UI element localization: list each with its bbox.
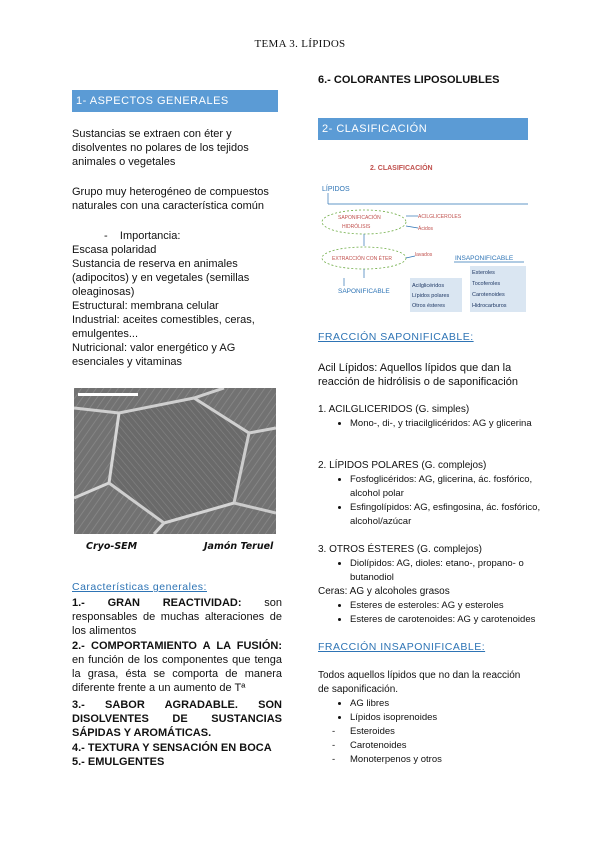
- cryo-sem-image: [74, 388, 276, 534]
- diagram-insap-item: Hidrocarburos: [472, 303, 507, 309]
- heading-colorantes: 6.- COLORANTES LIPOSOLUBLES: [318, 74, 500, 86]
- diagram-insap-item: Esteroles: [472, 270, 495, 276]
- diagram-extraccion: EXTRACCIÓN CON ÉTER: [332, 256, 393, 262]
- importancia-label: - Importancia:: [104, 230, 181, 242]
- diagram-sap-item: Acilglicéridos: [412, 283, 445, 289]
- group-4-list: [318, 599, 562, 627]
- group-3-item: • Diolípidos: AG, dioles: etano-, propano- o butanodiol: [350, 557, 562, 585]
- importancia-item: Nutricional: valor energético y AG esenciales y vitaminas: [72, 342, 236, 368]
- paragraph-grupo: Grupo muy heterogéneo de compuestos naturales con una característica común: [72, 186, 269, 212]
- diagram-sap-item: Lípidos polares: [412, 293, 450, 299]
- diagram-root: LÍPIDOS: [322, 186, 350, 193]
- insaponificable-item: • Lípidos isoprenoides: [350, 711, 562, 725]
- group-4-item: • Esteres de esteroles: AG y esteroles: [350, 599, 562, 613]
- diagram-title: 2. CLASIFICACIÓN: [370, 165, 433, 172]
- caracteristicas-title: Características generales:: [72, 581, 207, 593]
- section-aspectos-generales: 1- ASPECTOS GENERALES: [72, 90, 278, 112]
- group-1-list: [318, 417, 562, 431]
- group-1-item: • Mono-, di-, y triacilglicéridos: AG y glicerina: [350, 417, 562, 431]
- connector: [406, 226, 418, 228]
- paragraph-sustancias: Sustancias se extraen con éter y disolventes no polares de los tejidos animales o vegetales: [72, 128, 249, 168]
- page-title: TEMA 3. LÍPIDOS: [254, 38, 346, 50]
- diagram-acilos: ACILGLICEROLES: [418, 214, 462, 220]
- diagram-acidos: Ácidos: [418, 226, 434, 232]
- diagram-lavados: lavados: [415, 252, 433, 258]
- diagram-insap-item: Carotenoides: [472, 292, 505, 298]
- importancia-item: Estructural: membrana celular: [72, 300, 219, 312]
- importancia-list: [72, 243, 282, 369]
- saponificacion-ellipse: [322, 210, 406, 234]
- diagram-saponificable: SAPONIFICABLE: [338, 288, 390, 295]
- diagram-insap-item: Tocoferoles: [472, 281, 501, 287]
- caracteristica-2: 2.- COMPORTAMIENTO A LA FUSIÓN: en función de los componentes que tenga la grasa, ésta se comporta de manera diferente frente a un aumento de Tª: [72, 640, 282, 694]
- scale-bar: [78, 393, 138, 396]
- ceras-line: Ceras: AG y alcoholes grasos: [318, 586, 450, 597]
- classification-diagram: [318, 156, 530, 316]
- group-4-item: • Esteres de carotenoides: AG y carotenoides: [350, 613, 562, 627]
- diagram-insaponificable: INSAPONIFICABLE: [455, 255, 514, 262]
- micrograph-graphic: [74, 388, 276, 534]
- fraccion-insaponificable-title: FRACCIÓN INSAPONIFICABLE:: [318, 641, 486, 653]
- importancia-item: Industrial: aceites comestibles, ceras, emulgentes...: [72, 314, 255, 340]
- group-2-list: [318, 473, 562, 529]
- diagram-hidrolisis: HIDRÓLISIS: [342, 224, 371, 230]
- insaponificable-dash-item: - Carotenoides: [350, 739, 562, 753]
- caracteristica-3: 3.- SABOR AGRADABLE. SON DISOLVENTES DE SUSTANCIAS SÁPIDAS Y AROMÁTICAS.: [72, 699, 282, 739]
- insaponificable-item: • AG libres: [350, 697, 562, 711]
- group-2-item: • Esfingolípidos: AG, esfingosina, ác. fosfórico, alcohol/azúcar: [350, 501, 562, 529]
- group-2-title: 2. LÍPIDOS POLARES (G. complejos): [318, 460, 487, 471]
- group-3-list: [318, 557, 562, 585]
- connector: [406, 256, 415, 258]
- group-3-title: 3. OTROS ÉSTERES (G. complejos): [318, 544, 482, 555]
- caption-cryo-sem: Cryo-SEM: [86, 541, 138, 552]
- group-2-item: • Fosfoglicéridos: AG, glicerina, ác. fosfórico, alcohol polar: [350, 473, 562, 501]
- acil-lipidos-definition: Acil Lípidos: Aquellos lípidos que dan la reacción de hidrólisis o de saponificación: [318, 362, 518, 388]
- caracteristica-1: 1.- GRAN REACTIVIDAD: son responsables de muchas alteraciones de los alimentos: [72, 597, 282, 637]
- caption-jamon: Jamón Teruel: [204, 541, 274, 552]
- caracteristica-4: 4.- TEXTURA Y SENSACIÓN EN BOCA: [72, 742, 272, 754]
- caracteristica-5: 5.- EMULGENTES: [72, 756, 165, 768]
- fraccion-saponificable-title: FRACCIÓN SAPONIFICABLE:: [318, 331, 474, 343]
- classification-diagram-graphic: [318, 156, 530, 316]
- diagram-saponificacion: SAPONIFICACIÓN: [338, 215, 381, 221]
- diagram-sap-item: Otros ésteres: [412, 303, 446, 309]
- insaponificable-dashes: [318, 725, 562, 767]
- insaponificable-definition: Todos aquellos lípidos que no dan la reacción de saponificación.: [318, 670, 521, 695]
- group-1-title: 1. ACILGLICERIDOS (G. simples): [318, 404, 470, 415]
- insaponificable-bullets: [318, 697, 562, 725]
- insaponificable-dash-item: - Monoterpenos y otros: [350, 753, 562, 767]
- importancia-item: Escasa polaridad: [72, 244, 157, 256]
- insaponificable-dash-item: - Esteroides: [350, 725, 562, 739]
- importancia-item: Sustancia de reserva en animales (adipocitos) y en vegetales (semillas oleaginosas): [72, 258, 250, 298]
- section-clasificacion: 2- CLASIFICACIÓN: [318, 118, 528, 140]
